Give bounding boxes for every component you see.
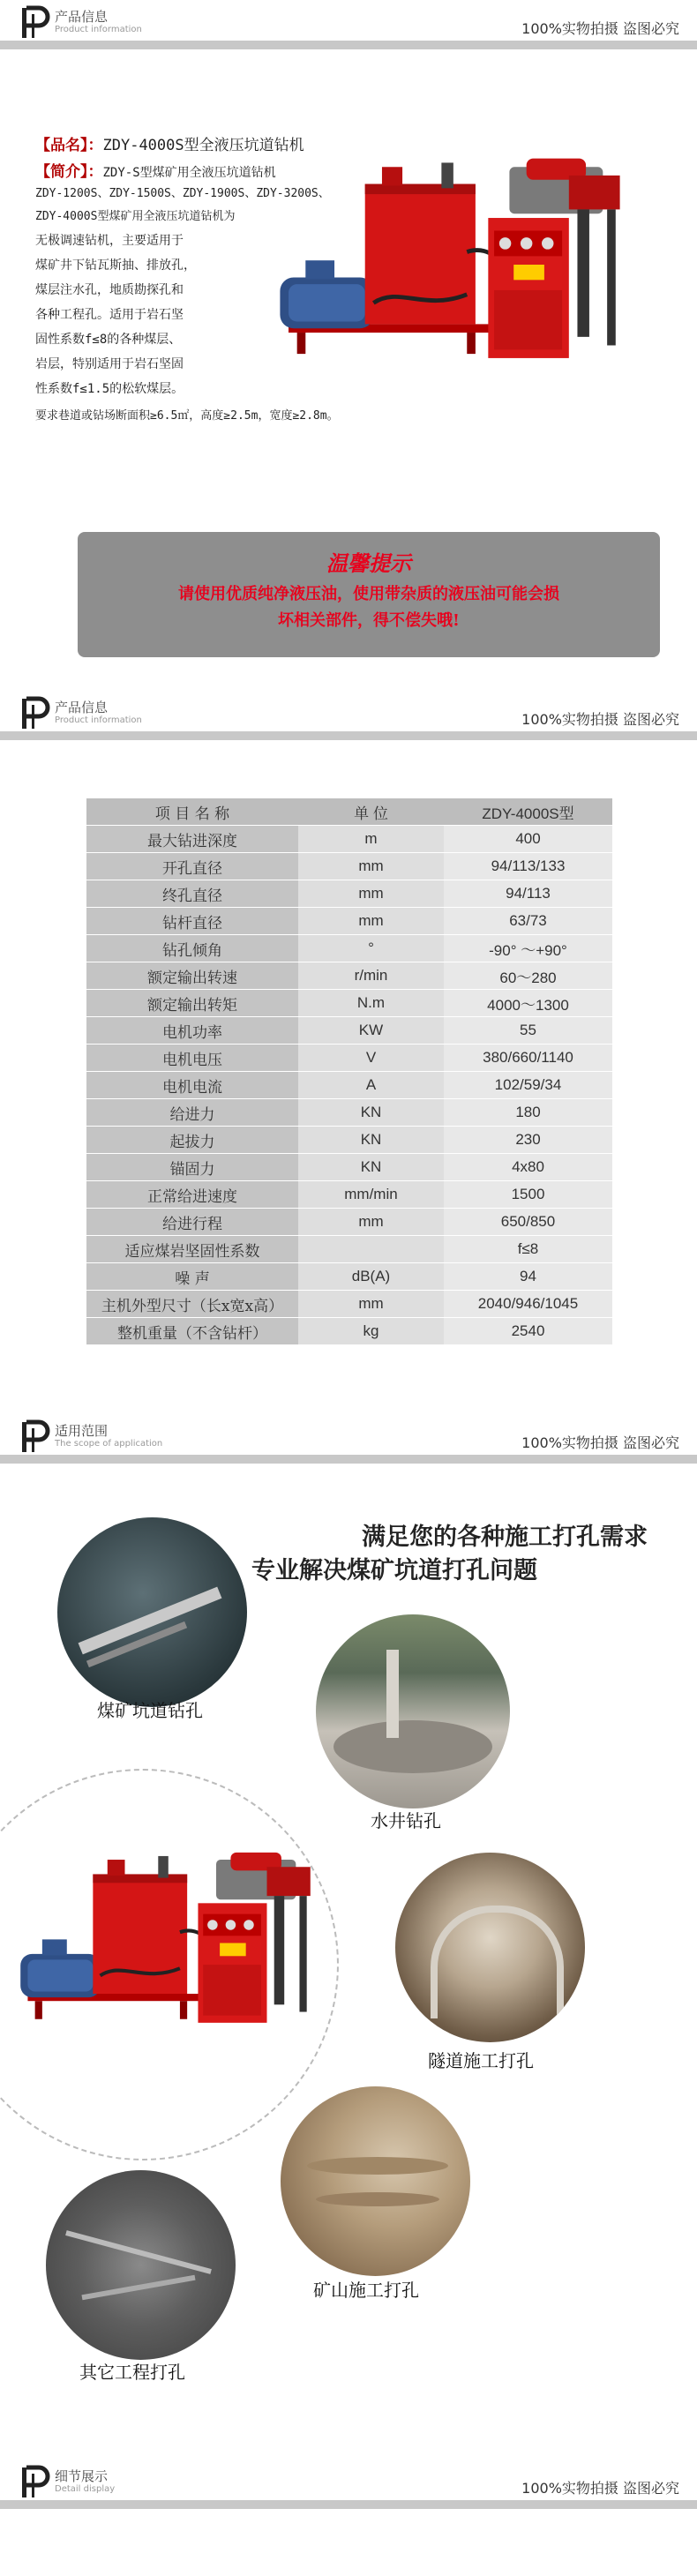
table-row (86, 1072, 612, 1099)
section-title: 产品信息 (55, 9, 109, 25)
spec-value-cell: 1500 (444, 1181, 612, 1209)
spec-value-cell: 63/73 (444, 908, 612, 935)
intro-line: 煤层注水孔，地质勘探孔和 (35, 283, 184, 297)
spec-unit-cell: mm (298, 1209, 444, 1236)
spec-name-cell: 正常给进速度 (86, 1181, 298, 1209)
table-row (86, 1209, 612, 1236)
intro-line: ZDY-1200S、ZDY-1500S、ZDY-1900S、ZDY-3200S、 (35, 187, 330, 200)
spec-value-cell: 55 (444, 1017, 612, 1045)
spec-unit-cell: mm/min (298, 1181, 444, 1209)
other-works-photo (46, 2170, 236, 2360)
section-title: 产品信息 (55, 700, 109, 715)
spec-value-cell: 4000～1300 (444, 990, 612, 1017)
spec-value-cell: 650/850 (444, 1209, 612, 1236)
spec-value-cell: 230 (444, 1127, 612, 1154)
spec-unit-cell: mm (298, 853, 444, 880)
spec-name-cell: 电机功率 (86, 1017, 298, 1045)
spec-unit-cell: ° (298, 935, 444, 962)
spec-value-cell: 94/113 (444, 880, 612, 908)
table-row (86, 1017, 612, 1045)
spec-value-cell: 2540 (444, 1318, 612, 1345)
intro-line: 岩层，特别适用于岩石坚固 (35, 357, 184, 371)
caption-water-well: 水井钻孔 (371, 1810, 441, 1831)
table-row (86, 1127, 612, 1154)
spec-unit-cell: KW (298, 1017, 444, 1045)
spec-name-cell: 开孔直径 (86, 853, 298, 880)
spec-unit-cell: m (298, 826, 444, 853)
desc-label: 【简介】： (35, 163, 103, 181)
section-subtitle: Product information (55, 715, 142, 725)
spec-unit-cell: mm (298, 908, 444, 935)
spec-name-cell: 整机重量（不含钻杆） (86, 1318, 298, 1345)
scope-headline-1: 满足您的各种施工打孔需求 (362, 1524, 648, 1551)
name-label: 【品名】： (35, 137, 103, 154)
table-row (86, 1154, 612, 1181)
section-subtitle: Detail display (55, 2484, 116, 2494)
intro-line: 无极调速钻机，主要适用于 (35, 234, 184, 248)
water-well-photo (316, 1614, 510, 1808)
spec-name-cell: 钻孔倾角 (86, 935, 298, 962)
spec-name-cell: 钻杆直径 (86, 908, 298, 935)
photo-notice: 100%实物拍摄 盗图必究 (521, 1434, 679, 1451)
spec-table (86, 798, 612, 1345)
tunnel-photo (395, 1853, 585, 2042)
photo-notice: 100%实物拍摄 盗图必究 (521, 2480, 679, 2497)
intro-line: 性系数f≤1.5的松软煤层。 (35, 382, 184, 396)
table-row (86, 1099, 612, 1127)
spec-name-cell: 电机电压 (86, 1045, 298, 1072)
warning-line: 请使用优质纯净液压油，使用带杂质的液压油可能会损 (178, 585, 559, 603)
p-logo-icon (19, 1419, 55, 1455)
p-logo-icon (19, 696, 55, 731)
warning-body (78, 581, 660, 634)
spec-unit-cell: 单 位 (298, 798, 444, 826)
spec-value-cell: 94/113/133 (444, 853, 612, 880)
section-header-product-info-2 (0, 693, 697, 745)
coal-mine-photo (57, 1517, 247, 1707)
spec-name-cell: 给进行程 (86, 1209, 298, 1236)
spec-name-cell: 额定输出转矩 (86, 990, 298, 1017)
intro-line: 要求巷道或钻场断面积≥6.5㎡，高度≥2.5m，宽度≥2.8m。 (35, 409, 339, 423)
table-row (86, 908, 612, 935)
spec-name-cell: 锚固力 (86, 1154, 298, 1181)
table-row (86, 853, 612, 880)
header-bar (0, 731, 697, 740)
table-row (86, 1045, 612, 1072)
spec-unit-cell: KN (298, 1127, 444, 1154)
p-logo-icon (19, 2465, 55, 2500)
spec-name-cell: 项 目 名 称 (86, 798, 298, 826)
spec-name-cell: 最大钻进深度 (86, 826, 298, 853)
spec-unit-cell: r/min (298, 962, 444, 990)
spec-value-cell: 4x80 (444, 1154, 612, 1181)
section-subtitle: The scope of application (55, 1439, 163, 1449)
spec-unit-cell: kg (298, 1318, 444, 1345)
spec-unit-cell: N.m (298, 990, 444, 1017)
caption-tunnel: 隧道施工打孔 (428, 2050, 534, 2071)
drill-center-image (13, 1844, 318, 2042)
spec-value-cell: ZDY-4000S型 (444, 798, 612, 826)
spec-unit-cell: A (298, 1072, 444, 1099)
spec-unit-cell: KN (298, 1099, 444, 1127)
section-header-product-info-1 (0, 2, 697, 55)
section-header-detail (0, 2461, 697, 2514)
table-header-row (86, 798, 612, 826)
spec-name-cell: 适应煤岩坚固性系数 (86, 1236, 298, 1263)
table-row (86, 935, 612, 962)
spec-value-cell: f≤8 (444, 1236, 612, 1263)
spec-unit-cell (298, 1236, 444, 1263)
spec-unit-cell: KN (298, 1154, 444, 1181)
section-title: 适用范围 (55, 1423, 109, 1439)
header-bar (0, 41, 697, 49)
section-header-scope (0, 1416, 697, 1469)
photo-notice: 100%实物拍摄 盗图必究 (521, 711, 679, 728)
spec-unit-cell: V (298, 1045, 444, 1072)
p-logo-icon (19, 5, 55, 41)
spec-unit-cell: dB(A) (298, 1263, 444, 1291)
intro-line: 固性系数f≤8的各种煤层、 (35, 333, 182, 347)
table-row (86, 1236, 612, 1263)
spec-unit-cell: mm (298, 1291, 444, 1318)
caption-coal-mine: 煤矿坑道钻孔 (97, 1700, 203, 1721)
mine-photo (281, 2086, 470, 2276)
section-subtitle: Product information (55, 25, 142, 34)
spec-unit-cell: mm (298, 880, 444, 908)
section-title: 细节展示 (55, 2468, 109, 2484)
product-name: ZDY-4000S型全液压坑道钻机 (102, 137, 304, 154)
scope-headline-2: 专业解决煤矿坑道打孔问题 (251, 1557, 537, 1584)
spec-value-cell: 380/660/1140 (444, 1045, 612, 1072)
intro-line: ZDY-S型煤矿用全液压坑道钻机 (102, 166, 276, 180)
intro-line: 煤矿井下钻瓦斯抽、排放孔， (35, 258, 196, 273)
spec-value-cell: 180 (444, 1099, 612, 1127)
spec-name-cell: 电机电流 (86, 1072, 298, 1099)
caption-other-works: 其它工程打孔 (79, 2362, 185, 2383)
table-row (86, 1263, 612, 1291)
table-row (86, 1291, 612, 1318)
spec-name-cell: 给进力 (86, 1099, 298, 1127)
spec-name-cell: 终孔直径 (86, 880, 298, 908)
table-row (86, 880, 612, 908)
table-row (86, 962, 612, 990)
table-row (86, 990, 612, 1017)
spec-value-cell: 102/59/34 (444, 1072, 612, 1099)
warning-title: 温馨提示 (326, 550, 411, 576)
intro-line: 各种工程孔。适用于岩石坚 (35, 308, 184, 322)
photo-notice: 100%实物拍摄 盗图必究 (521, 20, 679, 37)
caption-mine: 矿山施工打孔 (313, 2280, 419, 2301)
table-row (86, 1181, 612, 1209)
table-row (86, 1318, 612, 1345)
header-bar (0, 2500, 697, 2509)
spec-value-cell: -90° ～+90° (444, 935, 612, 962)
spec-value-cell: 60～280 (444, 962, 612, 990)
spec-value-cell: 400 (444, 826, 612, 853)
warning-line: 坏相关部件，得不偿失哦! (278, 611, 460, 630)
warning-box (78, 532, 660, 657)
spec-value-cell: 94 (444, 1263, 612, 1291)
header-bar (0, 1455, 697, 1464)
spec-value-cell: 2040/946/1045 (444, 1291, 612, 1318)
table-row (86, 826, 612, 853)
intro-line: ZDY-4000S型煤矿用全液压坑道钻机为 (35, 210, 236, 223)
spec-name-cell: 噪 声 (86, 1263, 298, 1291)
spec-name-cell: 主机外型尺寸（长x宽x高） (86, 1291, 298, 1318)
spec-name-cell: 额定输出转速 (86, 962, 298, 990)
spec-name-cell: 起拔力 (86, 1127, 298, 1154)
